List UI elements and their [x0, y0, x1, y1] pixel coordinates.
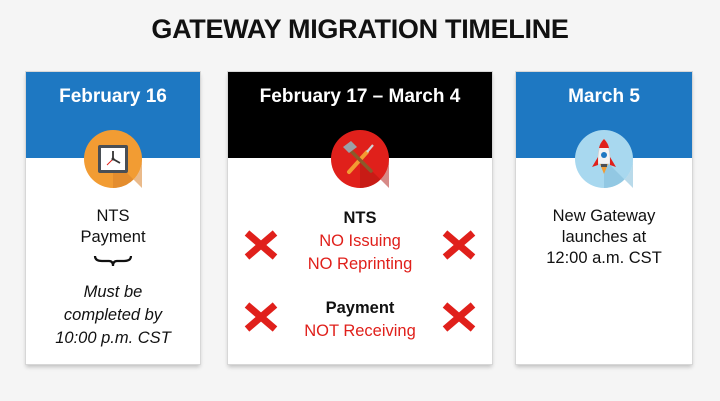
- rocket-icon: [575, 130, 633, 188]
- subject-line: NTS: [96, 207, 130, 225]
- card-header-label: February 16: [59, 86, 167, 107]
- launch-line: launches at: [561, 228, 647, 246]
- curly-brace-icon: [93, 253, 133, 274]
- card-march-5: [516, 72, 692, 364]
- deadline-line: completed by: [63, 306, 163, 324]
- card-header-label: February 17 – March 4: [259, 86, 461, 107]
- deadline-line: 10:00 p.m. CST: [55, 329, 171, 347]
- card-header-label: March 5: [568, 86, 640, 107]
- red-x-icon: [442, 302, 476, 332]
- restriction-line: NOT Receiving: [304, 322, 416, 340]
- launch-line: 12:00 a.m. CST: [546, 249, 662, 267]
- red-x-icon: [442, 230, 476, 260]
- subject-line: Payment: [80, 228, 146, 246]
- restriction-line: NO Issuing: [319, 232, 401, 250]
- red-x-icon: [244, 230, 278, 260]
- nts-label: NTS: [343, 209, 377, 227]
- card-february-16: [26, 72, 200, 364]
- page-title: GATEWAY MIGRATION TIMELINE: [151, 14, 569, 44]
- launch-line: New Gateway: [552, 207, 656, 225]
- deadline-line: Must be: [83, 283, 143, 301]
- clock-icon: [84, 130, 142, 188]
- card-february-17-march-4: [228, 72, 492, 364]
- restriction-line: NO Reprinting: [307, 255, 413, 273]
- payment-label: Payment: [325, 299, 395, 317]
- red-x-icon: [244, 302, 278, 332]
- hammer-screwdriver-icon: [331, 130, 389, 188]
